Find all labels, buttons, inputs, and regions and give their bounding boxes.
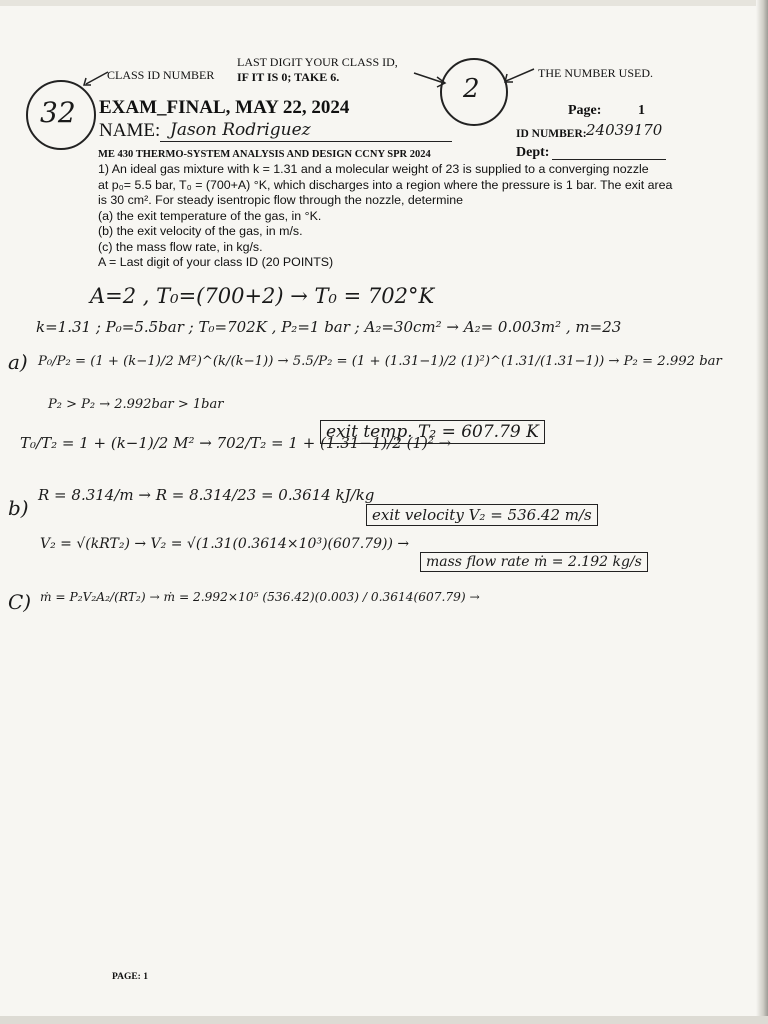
number-used-value: 2 — [463, 74, 480, 104]
part-b-gas-constant: R = 8.314/m → R = 8.314/23 = 0.3614 kJ/kg — [38, 486, 375, 504]
class-id-value: 32 — [40, 96, 76, 129]
name-label: NAME: — [99, 120, 161, 141]
part-a-temp-eq: T₀/T₂ = 1 + (k−1)/2 M² → 702/T₂ = 1 + (1.31−1)/2 (1)² → — [20, 434, 452, 452]
id-number-value: 24039170 — [586, 121, 663, 139]
name-value: Jason Rodriguez — [170, 120, 311, 140]
dept-underline — [552, 159, 666, 160]
answer-c-box: mass flow rate ṁ = 2.192 kg/s — [420, 552, 648, 572]
scan-edge-right — [756, 0, 768, 1024]
answer-a-box: exit temp. T₂ = 607.79 K — [320, 420, 545, 444]
page-value: 1 — [638, 103, 645, 118]
dept-label: Dept: — [516, 145, 550, 160]
id-number-label: ID NUMBER: — [516, 128, 587, 140]
problem-line: A = Last digit of your class ID (20 POINTS) — [98, 255, 334, 269]
problem-statement — [98, 162, 688, 271]
course-line: ME 430 THERMO-SYSTEM ANALYSIS AND DESIGN CCNY SPR 2024 — [98, 149, 431, 160]
part-a-pressure-eq: P₀/P₂ = (1 + (k−1)/2 M²)^(k/(k−1)) → 5.5/P₂ = (1 + (1.31−1)/2 (1)²)^(1.31/(1.31−1)) → P₂ = 2.992 bar — [38, 354, 722, 369]
part-b-label: b) — [8, 496, 29, 520]
part-c-mass-flow-eq: ṁ = P₂V₂A₂/(RT₂) → ṁ = 2.992×10⁵ (536.42)(0.003) / 0.3614(607.79) → — [40, 590, 480, 604]
answer-b-box: exit velocity V₂ = 536.42 m/s — [366, 504, 598, 526]
part-b-velocity-eq: V₂ = √(kRT₂) → V₂ = √(1.31(0.3614×10³)(607.79)) → — [40, 536, 410, 552]
page-footer: PAGE: 1 — [112, 972, 148, 982]
problem-line: 1) An ideal gas mixture with k = 1.31 and a molecular weight of 23 is supplied to a converging nozzle — [98, 162, 649, 176]
solution-a-value-line: A=2 , T₀=(700+2) → T₀ = 702°K — [90, 284, 435, 308]
scan-edge-top — [0, 0, 768, 6]
problem-line: at p₀= 5.5 bar, T₀ = (700+A) °K, which discharges into a region where the pressure is 1 bar. The exit area — [98, 177, 673, 192]
name-underline — [160, 141, 452, 142]
last-digit-label-line1: LAST DIGIT YOUR CLASS ID, — [237, 55, 398, 69]
scan-edge-bottom — [0, 1016, 768, 1024]
part-a-pressure-compare: P₂ > P₂ → 2.992bar > 1bar — [48, 397, 224, 412]
part-c-label: C) — [8, 590, 32, 614]
solution-given-line: k=1.31 ; P₀=5.5bar ; T₀=702K , P₂=1 bar ; A₂=30cm² → A₂= 0.003m² , m=23 — [36, 318, 622, 336]
page-label: Page: — [568, 103, 602, 118]
problem-line: (a) the exit temperature of the gas, in °K. — [98, 208, 322, 223]
exam-title: EXAM_FINAL, MAY 22, 2024 — [99, 97, 350, 118]
problem-line: is 30 cm². For steady isentropic flow through the nozzle, determine — [98, 193, 464, 207]
problem-line: (b) the exit velocity of the gas, in m/s. — [98, 224, 303, 238]
arrow-to-class-id-icon — [80, 68, 110, 88]
arrow-from-number-used-icon — [502, 66, 536, 84]
number-used-label: THE NUMBER USED. — [538, 66, 654, 80]
last-digit-label-line2: IF IT IS 0; TAKE 6. — [237, 70, 340, 84]
problem-line: (c) the mass flow rate, in kg/s. — [98, 239, 263, 254]
part-a-label: a) — [8, 350, 28, 374]
class-id-label: CLASS ID NUMBER — [107, 68, 215, 82]
